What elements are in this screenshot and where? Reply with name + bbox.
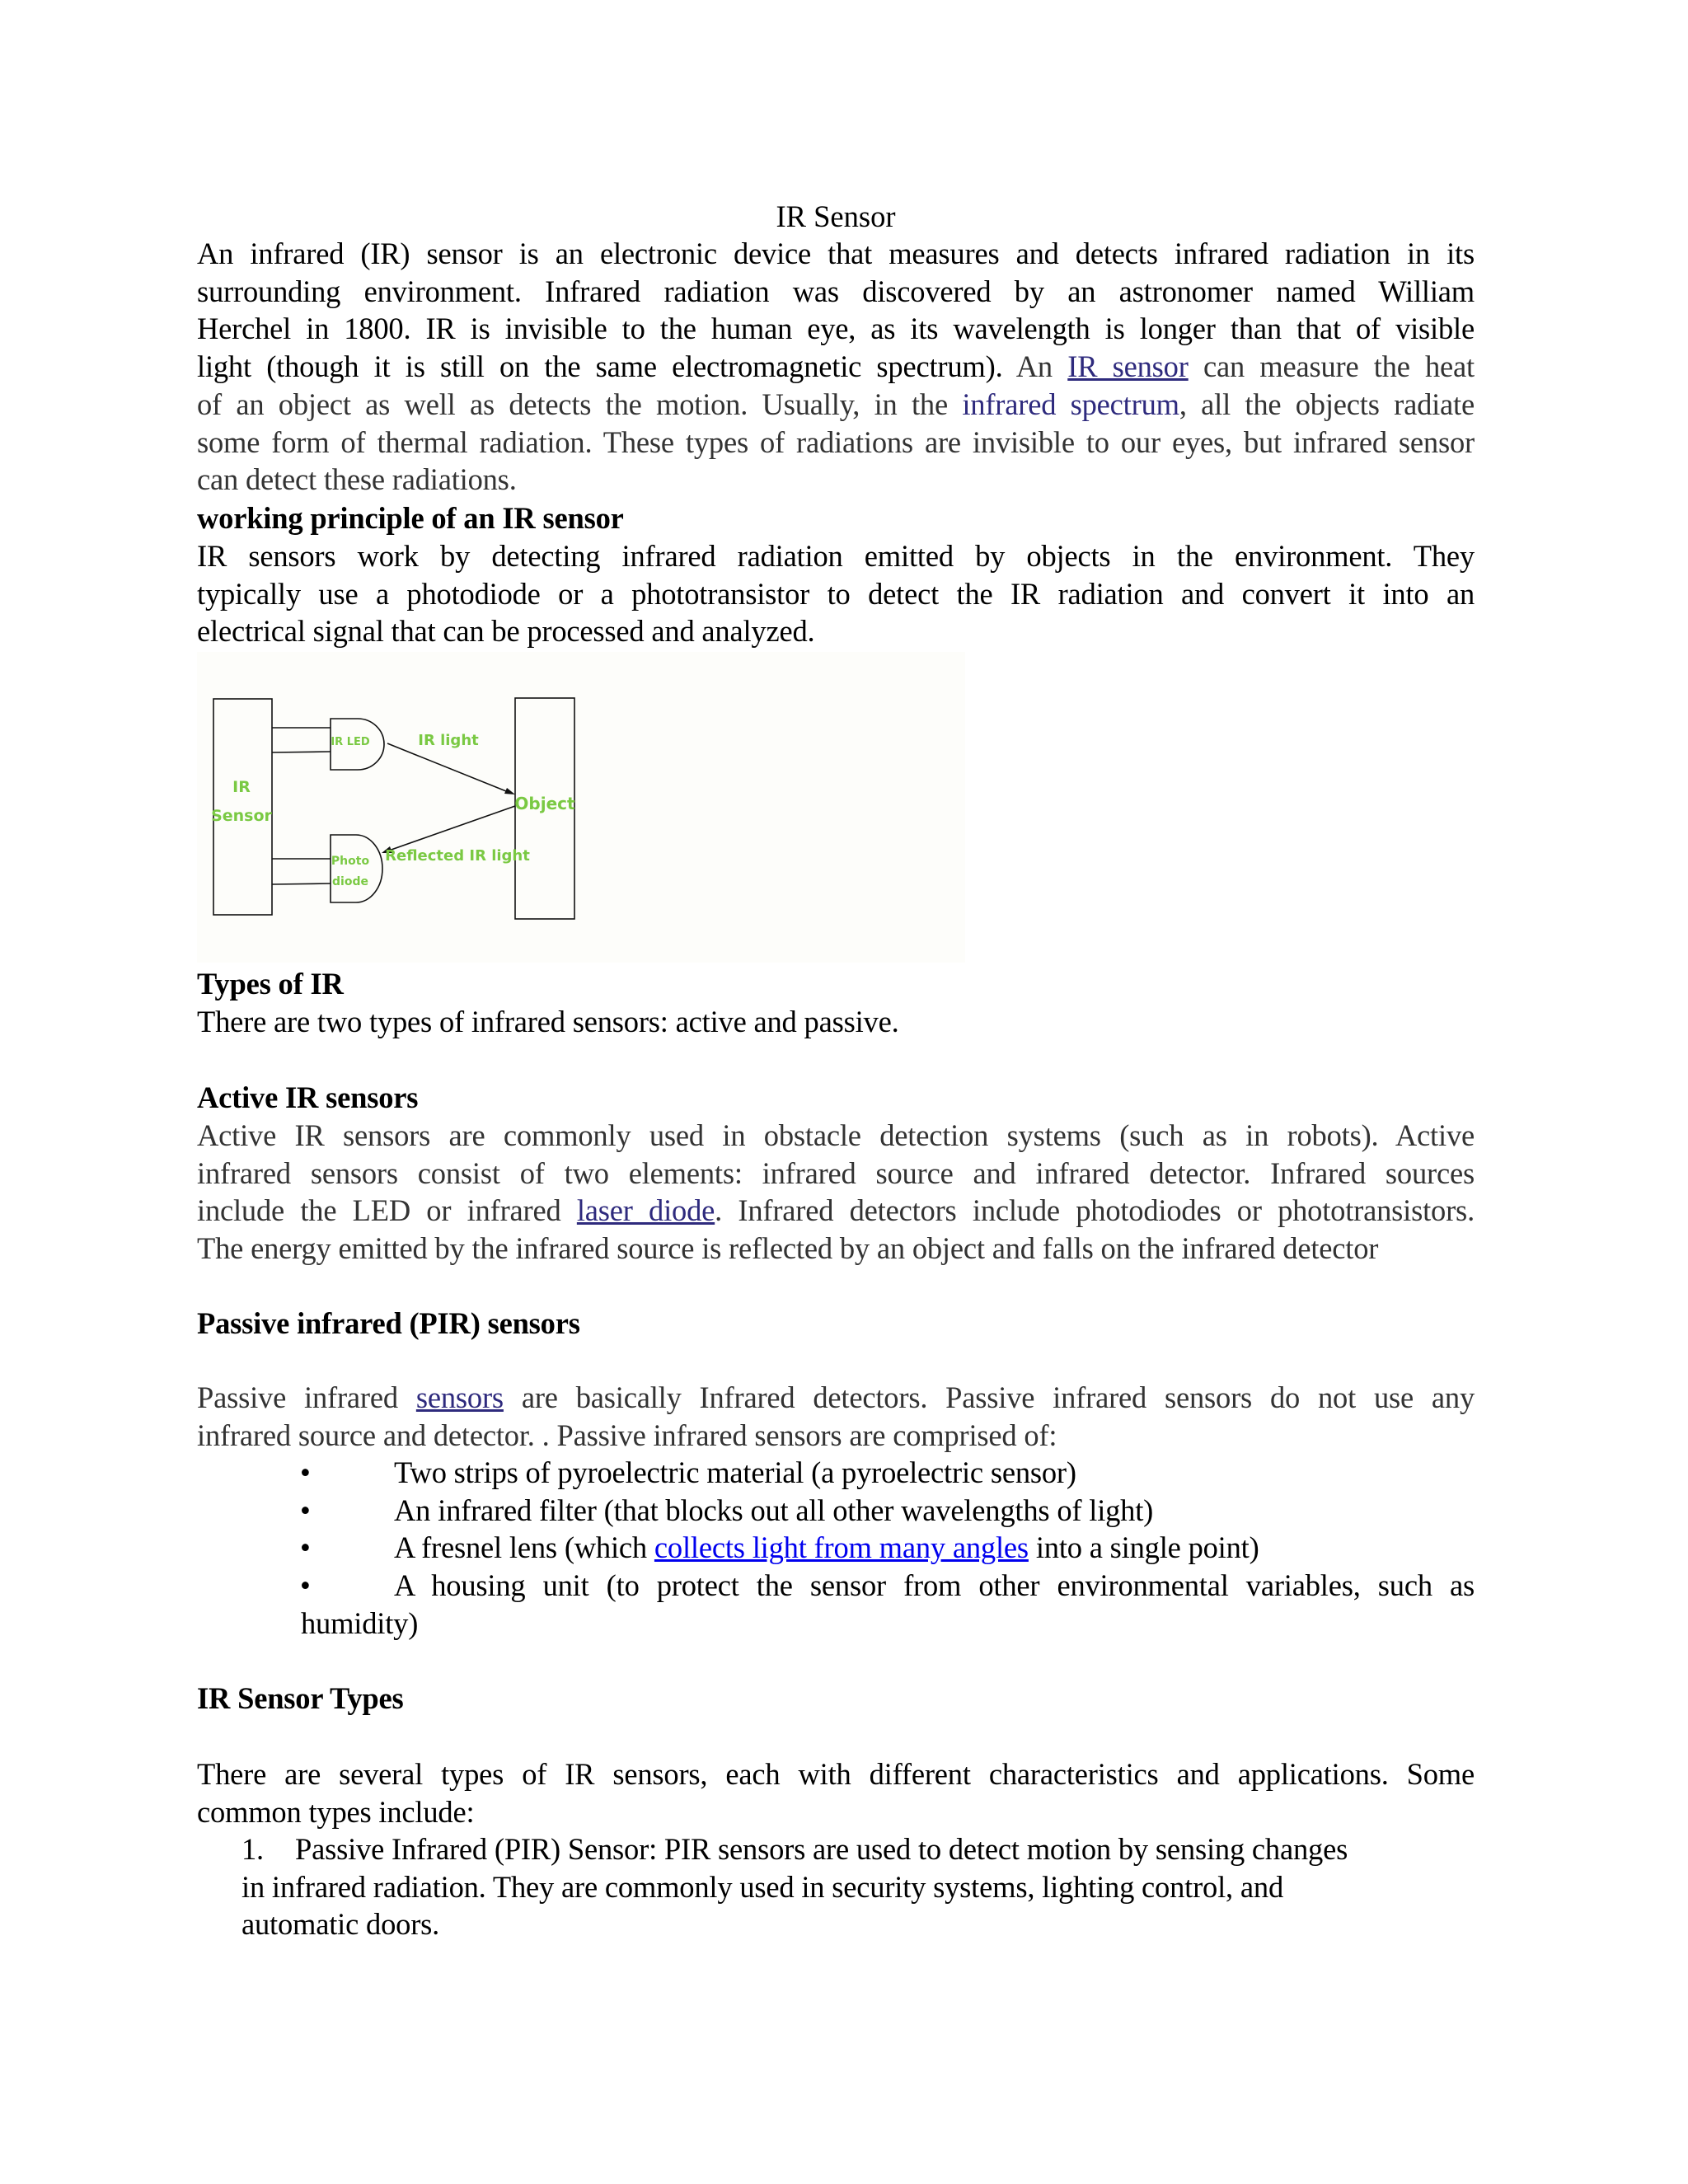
text-line	[197, 1003, 1475, 1041]
text-segment: An infrared filter (that blocks out all other wavelengths of light)	[394, 1493, 1154, 1527]
text-segment: of an object as well as detects the motion. Usually, in the	[197, 387, 963, 421]
ir-sensor-label-2: Sensor	[211, 807, 272, 825]
paragraph	[197, 1379, 1475, 1454]
text-line	[241, 1905, 1475, 1943]
text-line	[197, 310, 1475, 348]
text-line	[197, 537, 1475, 575]
reflected-light-arrow	[387, 806, 515, 851]
text-segment: An infrared (IR) sensor is an electronic device that measures and detects infrared radiation in its	[197, 237, 1475, 270]
text-segment: . Infrared detectors include photodiodes or phototransistors.	[715, 1193, 1475, 1228]
text-segment: Passive infrared	[197, 1380, 416, 1414]
text-line	[197, 1755, 1475, 1793]
text-line	[197, 1492, 1475, 1530]
text-segment: in infrared radiation. They are commonly used in security systems, lighting control, and	[241, 1869, 1283, 1904]
hyperlink[interactable]: sensors	[415, 1380, 504, 1414]
text-line	[241, 1830, 1475, 1868]
section-heading	[197, 499, 1475, 537]
section-heading	[197, 1305, 1475, 1343]
hyperlink[interactable]: laser diode	[576, 1193, 715, 1228]
arrowhead-icon	[504, 788, 515, 794]
object-label: Object	[514, 794, 575, 813]
text-segment: are basically Infrared detectors. Passive infrared sensors do not use any	[503, 1380, 1475, 1414]
ir-led-label: IR LED	[331, 736, 370, 748]
bullet-icon: •	[300, 1493, 311, 1527]
paragraph	[197, 537, 1475, 650]
text-segment: Two strips of pyroelectric material (a pyroelectric sensor)	[394, 1455, 1076, 1489]
ir-light-arrow	[387, 743, 510, 793]
bullet-list	[197, 1454, 1475, 1643]
text-segment: include the LED or infrared	[197, 1193, 577, 1228]
text-line	[197, 424, 1475, 462]
document-title: IR Sensor	[776, 199, 896, 233]
text-segment: Types of IR	[197, 967, 344, 1001]
text-line	[197, 965, 1475, 1003]
text-line	[197, 1529, 1475, 1567]
ir-sensor-label-1: IR	[232, 778, 251, 796]
list-number: 1.	[241, 1832, 264, 1866]
paragraph	[197, 1117, 1475, 1268]
text-segment: typically use a photodiode or a phototransistor to detect the IR radiation and convert it into an	[197, 576, 1475, 611]
ir-light-label: IR light	[418, 732, 479, 749]
text-line	[197, 612, 1475, 650]
text-segment: infrared source and detector. . Passive infrared sensors are comprised of:	[197, 1418, 1057, 1452]
wire	[272, 883, 331, 884]
paragraph	[197, 1003, 1475, 1041]
text-line	[241, 1868, 1475, 1906]
text-segment: Passive Infrared (PIR) Sensor: PIR sensors are used to detect motion by sensing changes	[295, 1832, 1348, 1866]
text-line	[197, 575, 1475, 613]
text-segment: into a single point)	[1028, 1530, 1259, 1565]
text-segment: common types include:	[197, 1794, 475, 1829]
text-segment: , all the objects radiate	[1179, 387, 1475, 421]
text-segment: An	[1015, 349, 1068, 384]
text-segment: Passive infrared (PIR) sensors	[197, 1306, 580, 1340]
photodiode-shape	[331, 835, 382, 902]
text-segment: some form of thermal radiation. These types of radiations are invisible to our eyes, but infrared sensor	[197, 424, 1475, 459]
hyperlink[interactable]: collects light from many angles	[654, 1530, 1029, 1565]
text-line	[197, 348, 1475, 386]
text-segment: surrounding environment. Infrared radiation was discovered by an astronomer named William	[197, 274, 1475, 308]
section-heading	[197, 965, 1475, 1003]
text-line	[197, 1680, 1475, 1718]
text-line	[197, 1192, 1475, 1230]
text-segment: can detect these radiations.	[197, 462, 517, 497]
paragraph	[197, 1755, 1475, 1830]
text-segment: There are two types of infrared sensors: active and passive.	[197, 1005, 899, 1038]
section-heading	[197, 1680, 1475, 1718]
text-segment: infrared spectrum	[962, 387, 1179, 421]
text-segment: Active IR sensors are commonly used in obstacle detection systems (such as in robots). Active	[197, 1118, 1475, 1152]
bullet-icon: •	[300, 1455, 311, 1489]
text-segment: A housing unit (to protect the sensor from other environmental variables, such as	[394, 1568, 1475, 1603]
photodiode-label-2: diode	[332, 875, 368, 888]
text-segment: IR Sensor Types	[197, 1681, 404, 1715]
text-line	[197, 1079, 1475, 1117]
text-line	[197, 1230, 1475, 1268]
photodiode-label-1: Photo	[331, 855, 370, 868]
text-segment: IR sensors work by detecting infrared radiation emitted by objects in the environment. They	[197, 539, 1475, 573]
text-line	[197, 1155, 1475, 1193]
paragraph	[197, 235, 1475, 499]
hyperlink[interactable]: IR sensor	[1067, 349, 1189, 384]
section-heading	[197, 1079, 1475, 1117]
text-segment: can measure the heat	[1188, 349, 1475, 384]
ir-sensor-diagram	[197, 652, 965, 963]
text-line	[301, 1605, 1475, 1643]
text-segment: electrical signal that can be processed and analyzed.	[197, 614, 815, 649]
text-line	[197, 1305, 1475, 1343]
text-line	[197, 386, 1475, 424]
text-segment: Herchel in 1800. IR is invisible to the human eye, as its wavelength is longer than that of visible	[197, 312, 1475, 346]
text-segment: A fresnel lens (which	[394, 1530, 654, 1565]
text-segment: The energy emitted by the infrared source is reflected by an object and falls on the infrared detector	[197, 1231, 1379, 1266]
text-segment: Active IR sensors	[197, 1080, 419, 1114]
text-line	[197, 1379, 1475, 1417]
text-line	[197, 235, 1475, 273]
text-line	[197, 1454, 1475, 1492]
text-segment: light (though it is still on the same electromagnetic spectrum).	[197, 349, 1016, 384]
text-line	[197, 1567, 1475, 1605]
text-segment: working principle of an IR sensor	[197, 501, 624, 535]
text-segment: automatic doors.	[241, 1907, 440, 1942]
text-line	[197, 1417, 1475, 1455]
bullet-icon: •	[300, 1530, 311, 1565]
bullet-icon: •	[300, 1568, 311, 1603]
text-line	[197, 273, 1475, 311]
reflected-ir-light-label: Reflected IR light	[385, 847, 530, 865]
text-line	[197, 1117, 1475, 1155]
text-segment: There are several types of IR sensors, each with different characteristics and applications. Some	[197, 1757, 1475, 1791]
text-segment: humidity)	[301, 1605, 419, 1640]
text-segment: infrared sensors consist of two elements: infrared source and infrared detector. Infrared sources	[197, 1155, 1475, 1190]
numbered-list	[197, 1830, 1475, 1943]
text-line	[197, 461, 1475, 499]
text-line	[197, 499, 1475, 537]
text-line	[197, 1793, 1475, 1831]
